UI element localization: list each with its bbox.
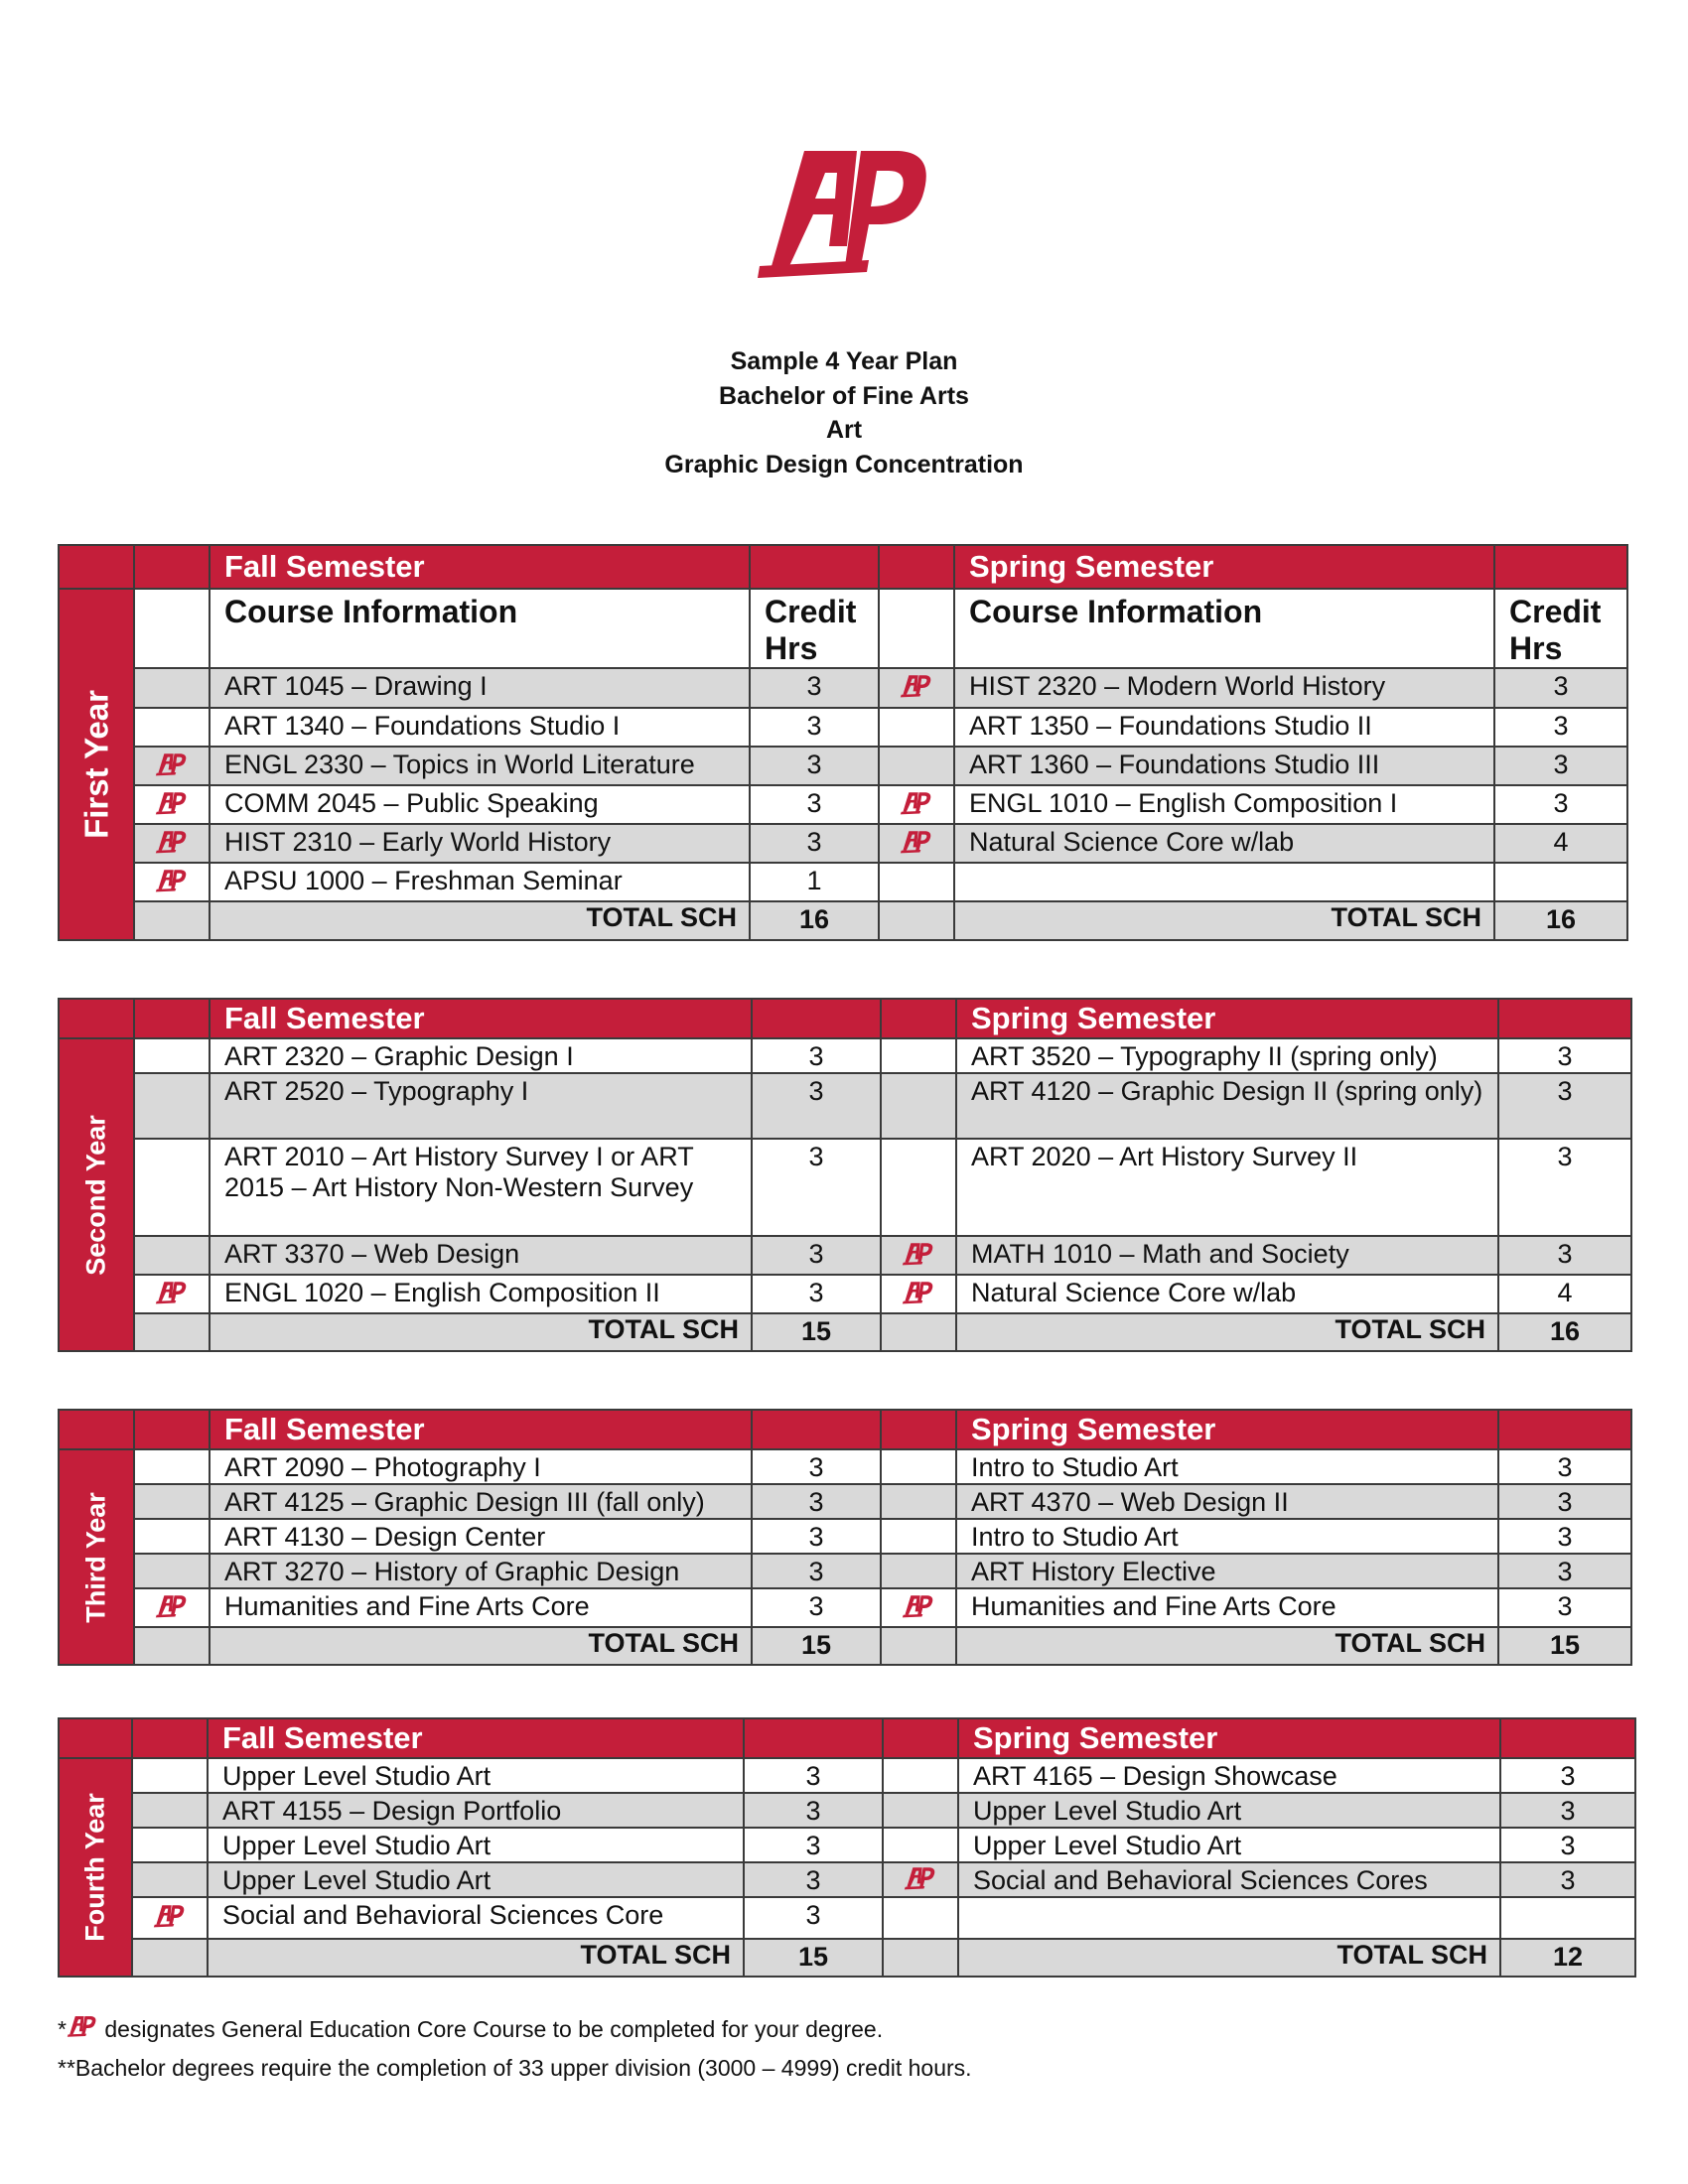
spring-course: Social and Behavioral Sciences Cores xyxy=(958,1862,1500,1897)
fall-credits: 3 xyxy=(744,1862,883,1897)
fall-credits: 3 xyxy=(750,785,879,824)
fall-course-information-heading: Course Information xyxy=(210,589,750,668)
fall-total-value: 15 xyxy=(744,1939,883,1977)
fall-core-marker xyxy=(134,785,210,824)
spring-core-marker xyxy=(881,1139,956,1236)
course-row xyxy=(59,1554,1631,1588)
fall-credits: 3 xyxy=(752,1236,881,1275)
spring-credits: 3 xyxy=(1500,1862,1635,1897)
ap-core-icon xyxy=(902,1281,935,1308)
fall-credits: 1 xyxy=(750,863,879,901)
icon-column-blank xyxy=(879,901,954,940)
semester-header-row xyxy=(59,999,1631,1038)
header-blank xyxy=(134,1410,210,1449)
spring-core-marker xyxy=(881,1484,956,1519)
header-blank xyxy=(59,1410,134,1449)
icon-column-blank xyxy=(132,1939,208,1977)
icon-column-blank xyxy=(881,1627,956,1665)
fall-total-label: TOTAL SCH xyxy=(210,1627,752,1665)
fall-course: ART 3270 – History of Graphic Design xyxy=(210,1554,752,1588)
spring-total-label: TOTAL SCH xyxy=(954,901,1494,940)
ap-core-icon xyxy=(902,1594,935,1622)
spring-total-value: 16 xyxy=(1498,1313,1631,1351)
fall-core-marker xyxy=(132,1758,208,1793)
fall-total-value: 15 xyxy=(752,1627,881,1665)
fall-core-marker xyxy=(134,747,210,785)
fall-core-marker xyxy=(134,1588,210,1627)
spring-course: Upper Level Studio Art xyxy=(958,1828,1500,1862)
year-label: Second Year xyxy=(80,1114,111,1276)
spring-core-marker xyxy=(883,1897,958,1939)
ap-core-icon xyxy=(900,830,933,858)
fall-core-marker xyxy=(134,1139,210,1236)
spring-credits: 3 xyxy=(1498,1038,1631,1073)
ap-core-icon xyxy=(155,830,189,858)
fall-course: ART 4125 – Graphic Design III (fall only) xyxy=(210,1484,752,1519)
spring-semester-heading: Spring Semester xyxy=(954,545,1494,589)
plan-degree-line: Bachelor of Fine Arts xyxy=(719,381,969,410)
spring-course: Upper Level Studio Art xyxy=(958,1793,1500,1828)
fall-total-label: TOTAL SCH xyxy=(208,1939,744,1977)
fall-credits: 3 xyxy=(750,708,879,747)
ap-core-icon xyxy=(155,752,189,780)
fall-credits: 3 xyxy=(752,1554,881,1588)
year-table-4 xyxy=(58,1717,1636,1978)
spring-core-marker xyxy=(879,668,954,708)
course-row xyxy=(59,1449,1631,1484)
spring-credits: 4 xyxy=(1498,1275,1631,1313)
spring-core-marker xyxy=(881,1038,956,1073)
spring-course: Intro to Studio Art xyxy=(956,1519,1498,1554)
spring-core-marker xyxy=(881,1519,956,1554)
header-blank xyxy=(1500,1718,1635,1758)
fall-core-marker xyxy=(134,1073,210,1139)
header-blank xyxy=(752,999,881,1038)
spring-total-label: TOTAL SCH xyxy=(958,1939,1500,1977)
ap-core-icon xyxy=(155,869,189,896)
spring-course: ART 2020 – Art History Survey II xyxy=(956,1139,1498,1236)
fall-total-value: 16 xyxy=(750,901,879,940)
icon-column-blank xyxy=(134,901,210,940)
spring-semester-heading: Spring Semester xyxy=(956,999,1498,1038)
spring-course: HIST 2320 – Modern World History xyxy=(954,668,1494,708)
header-blank xyxy=(59,1718,132,1758)
fall-core-marker xyxy=(132,1793,208,1828)
header-blank xyxy=(132,1718,208,1758)
spring-total-value: 12 xyxy=(1500,1939,1635,1977)
year-table-1 xyxy=(58,544,1628,941)
ap-core-icon xyxy=(900,674,933,702)
spring-credits: 3 xyxy=(1498,1449,1631,1484)
spring-credits: 3 xyxy=(1498,1588,1631,1627)
spring-core-marker xyxy=(881,1588,956,1627)
fall-credits: 3 xyxy=(752,1449,881,1484)
ap-core-icon xyxy=(904,1866,937,1894)
spring-core-marker xyxy=(879,785,954,824)
spring-total-value: 16 xyxy=(1494,901,1627,940)
spring-core-marker xyxy=(883,1758,958,1793)
fall-credit-hrs-heading: Credit Hrs xyxy=(750,589,879,668)
spring-course: Intro to Studio Art xyxy=(956,1449,1498,1484)
fall-course: APSU 1000 – Freshman Seminar xyxy=(210,863,750,901)
spring-total-label: TOTAL SCH xyxy=(956,1313,1498,1351)
course-row xyxy=(59,708,1627,747)
spring-course: MATH 1010 – Math and Society xyxy=(956,1236,1498,1275)
spring-core-marker xyxy=(883,1862,958,1897)
header-blank xyxy=(59,545,134,589)
fall-credits: 3 xyxy=(750,824,879,863)
fall-credits: 3 xyxy=(752,1275,881,1313)
fall-core-marker xyxy=(134,824,210,863)
spring-course: Natural Science Core w/lab xyxy=(956,1275,1498,1313)
fall-course: Upper Level Studio Art xyxy=(208,1862,744,1897)
header-blank xyxy=(750,545,879,589)
spring-course: ART 4120 – Graphic Design II (spring only) xyxy=(956,1073,1498,1139)
fall-credits: 3 xyxy=(744,1897,883,1939)
course-row xyxy=(59,1073,1631,1139)
spring-core-marker xyxy=(881,1073,956,1139)
ap-core-icon xyxy=(902,1242,935,1270)
icon-column-blank xyxy=(879,589,954,668)
fall-core-marker xyxy=(134,1038,210,1073)
upper-division-footnote: **Bachelor degrees require the completion of 33 upper division (3000 – 4999) credit hours. xyxy=(58,2055,972,2081)
spring-course: Natural Science Core w/lab xyxy=(954,824,1494,863)
spring-course: ART 1360 – Foundations Studio III xyxy=(954,747,1494,785)
spring-course: ART 4165 – Design Showcase xyxy=(958,1758,1500,1793)
course-row xyxy=(59,1275,1631,1313)
fall-credits: 3 xyxy=(752,1139,881,1236)
year-label: Fourth Year xyxy=(79,1793,110,1942)
fall-course: ART 4130 – Design Center xyxy=(210,1519,752,1554)
spring-core-marker xyxy=(881,1449,956,1484)
icon-column-blank xyxy=(881,1313,956,1351)
course-row xyxy=(59,1793,1635,1828)
fall-core-marker xyxy=(132,1862,208,1897)
course-row xyxy=(59,1519,1631,1554)
spring-credits: 3 xyxy=(1494,747,1627,785)
spring-course: ART 4370 – Web Design II xyxy=(956,1484,1498,1519)
fall-credits: 3 xyxy=(750,747,879,785)
year-label: Third Year xyxy=(80,1491,111,1623)
year-label-cell xyxy=(59,1758,132,1977)
fall-course: ENGL 1020 – English Composition II xyxy=(210,1275,752,1313)
fall-course: Upper Level Studio Art xyxy=(208,1828,744,1862)
spring-course: ENGL 1010 – English Composition I xyxy=(954,785,1494,824)
course-row xyxy=(59,824,1627,863)
fall-semester-heading: Fall Semester xyxy=(210,1410,752,1449)
fall-core-marker xyxy=(134,708,210,747)
total-row xyxy=(59,1313,1631,1351)
fall-total-label: TOTAL SCH xyxy=(210,901,750,940)
fall-core-marker xyxy=(134,1275,210,1313)
spring-core-marker xyxy=(883,1828,958,1862)
plan-concentration-line: Graphic Design Concentration xyxy=(664,450,1024,478)
course-row xyxy=(59,1588,1631,1627)
fall-credits: 3 xyxy=(744,1758,883,1793)
ap-core-icon xyxy=(900,791,933,819)
year-label: First Year xyxy=(77,690,115,839)
header-blank xyxy=(881,1410,956,1449)
spring-core-marker xyxy=(879,824,954,863)
spring-total-label: TOTAL SCH xyxy=(956,1627,1498,1665)
course-row xyxy=(59,863,1627,901)
spring-credits: 3 xyxy=(1498,1236,1631,1275)
ap-core-icon xyxy=(155,1281,189,1308)
spring-total-value: 15 xyxy=(1498,1627,1631,1665)
header-blank xyxy=(1498,999,1631,1038)
fall-course: ART 1045 – Drawing I xyxy=(210,668,750,708)
spring-course: Humanities and Fine Arts Core xyxy=(956,1588,1498,1627)
course-row xyxy=(59,1038,1631,1073)
fall-credits: 3 xyxy=(744,1828,883,1862)
course-row xyxy=(59,1862,1635,1897)
total-row xyxy=(59,901,1627,940)
fall-core-marker xyxy=(134,863,210,901)
fall-course: ENGL 2330 – Topics in World Literature xyxy=(210,747,750,785)
spring-core-marker xyxy=(883,1793,958,1828)
fall-course: ART 1340 – Foundations Studio I xyxy=(210,708,750,747)
spring-course xyxy=(954,863,1494,901)
fall-total-label: TOTAL SCH xyxy=(210,1313,752,1351)
header-blank xyxy=(752,1410,881,1449)
fall-course: COMM 2045 – Public Speaking xyxy=(210,785,750,824)
spring-credits: 3 xyxy=(1500,1758,1635,1793)
fall-core-marker xyxy=(132,1828,208,1862)
spring-core-marker xyxy=(879,863,954,901)
fall-course: Upper Level Studio Art xyxy=(208,1758,744,1793)
spring-credits: 3 xyxy=(1498,1484,1631,1519)
plan-title-block xyxy=(0,344,1688,481)
fall-credits: 3 xyxy=(744,1793,883,1828)
course-row xyxy=(59,785,1627,824)
year-label-cell xyxy=(59,1038,134,1351)
course-row xyxy=(59,1897,1635,1939)
course-row xyxy=(59,747,1627,785)
header-blank xyxy=(59,999,134,1038)
fall-course: Social and Behavioral Sciences Core xyxy=(208,1897,744,1939)
spring-credits: 3 xyxy=(1500,1828,1635,1862)
icon-column-blank xyxy=(134,1313,210,1351)
fall-credits: 3 xyxy=(752,1073,881,1139)
spring-core-marker xyxy=(879,747,954,785)
spring-credits: 3 xyxy=(1498,1519,1631,1554)
core-footnote-text: designates General Education Core Course to be completed for your degree. xyxy=(97,2016,884,2042)
semester-header-row xyxy=(59,1410,1631,1449)
header-blank xyxy=(883,1718,958,1758)
fall-course: ART 4155 – Design Portfolio xyxy=(208,1793,744,1828)
total-row xyxy=(59,1939,1635,1977)
course-row xyxy=(59,1758,1635,1793)
spring-credits xyxy=(1500,1897,1635,1939)
fall-course: Humanities and Fine Arts Core xyxy=(210,1588,752,1627)
spring-core-marker xyxy=(879,708,954,747)
spring-core-marker xyxy=(881,1554,956,1588)
spring-semester-heading: Spring Semester xyxy=(956,1410,1498,1449)
header-blank xyxy=(744,1718,883,1758)
plan-major-line: Art xyxy=(825,416,863,444)
spring-credits: 3 xyxy=(1500,1793,1635,1828)
fall-credits: 3 xyxy=(752,1588,881,1627)
year-table-2 xyxy=(58,998,1632,1352)
ap-core-icon xyxy=(67,2015,98,2041)
spring-core-marker xyxy=(881,1236,956,1275)
fall-credits: 3 xyxy=(750,668,879,708)
header-blank xyxy=(134,999,210,1038)
ap-core-icon xyxy=(155,1594,189,1622)
spring-credits: 3 xyxy=(1494,668,1627,708)
fall-core-marker xyxy=(134,1484,210,1519)
ap-core-icon xyxy=(155,791,189,819)
semester-header-row xyxy=(59,545,1627,589)
fall-core-marker xyxy=(134,668,210,708)
fall-credits: 3 xyxy=(752,1519,881,1554)
course-row xyxy=(59,1484,1631,1519)
fall-course: ART 2010 – Art History Survey I or ART 2015 – Art History Non-Western Survey xyxy=(210,1139,752,1236)
core-footnote xyxy=(58,2015,883,2043)
total-row xyxy=(59,1627,1631,1665)
year-table-3 xyxy=(58,1409,1632,1666)
ap-core-icon xyxy=(153,1904,187,1932)
column-header-row xyxy=(59,589,1627,668)
spring-course: ART 1350 – Foundations Studio II xyxy=(954,708,1494,747)
spring-credits: 3 xyxy=(1498,1139,1631,1236)
fall-core-marker xyxy=(134,1554,210,1588)
course-row xyxy=(59,1139,1631,1236)
spring-credit-hrs-heading: Credit Hrs xyxy=(1494,589,1627,668)
spring-course xyxy=(958,1897,1500,1939)
icon-column-blank xyxy=(883,1939,958,1977)
spring-credits xyxy=(1494,863,1627,901)
spring-credits: 3 xyxy=(1498,1073,1631,1139)
spring-course: ART 3520 – Typography II (spring only) xyxy=(956,1038,1498,1073)
icon-column-blank xyxy=(134,589,210,668)
fall-course: ART 2320 – Graphic Design I xyxy=(210,1038,752,1073)
header-blank xyxy=(1498,1410,1631,1449)
header-blank xyxy=(879,545,954,589)
fall-semester-heading: Fall Semester xyxy=(210,545,750,589)
spring-credits: 3 xyxy=(1498,1554,1631,1588)
spring-course: ART History Elective xyxy=(956,1554,1498,1588)
ap-logo xyxy=(750,149,948,308)
spring-credits: 3 xyxy=(1494,708,1627,747)
spring-credits: 4 xyxy=(1494,824,1627,863)
plan-title-line: Sample 4 Year Plan xyxy=(730,347,958,375)
fall-core-marker xyxy=(132,1897,208,1939)
core-footnote-asterisk: * xyxy=(58,2016,67,2042)
semester-header-row xyxy=(59,1718,1635,1758)
spring-credits: 3 xyxy=(1494,785,1627,824)
fall-total-value: 15 xyxy=(752,1313,881,1351)
course-row xyxy=(59,1828,1635,1862)
course-row xyxy=(59,1236,1631,1275)
header-blank xyxy=(134,545,210,589)
course-row xyxy=(59,668,1627,708)
header-blank xyxy=(1494,545,1627,589)
year-label-cell xyxy=(59,1449,134,1665)
spring-semester-heading: Spring Semester xyxy=(958,1718,1500,1758)
fall-core-marker xyxy=(134,1519,210,1554)
fall-course: ART 2520 – Typography I xyxy=(210,1073,752,1139)
fall-semester-heading: Fall Semester xyxy=(210,999,752,1038)
fall-course: ART 3370 – Web Design xyxy=(210,1236,752,1275)
spring-course-information-heading: Course Information xyxy=(954,589,1494,668)
fall-semester-heading: Fall Semester xyxy=(208,1718,744,1758)
fall-credits: 3 xyxy=(752,1038,881,1073)
year-label-cell xyxy=(59,589,134,940)
header-blank xyxy=(881,999,956,1038)
fall-credits: 3 xyxy=(752,1484,881,1519)
fall-core-marker xyxy=(134,1236,210,1275)
fall-course: HIST 2310 – Early World History xyxy=(210,824,750,863)
icon-column-blank xyxy=(134,1627,210,1665)
spring-core-marker xyxy=(881,1275,956,1313)
fall-course: ART 2090 – Photography I xyxy=(210,1449,752,1484)
fall-core-marker xyxy=(134,1449,210,1484)
